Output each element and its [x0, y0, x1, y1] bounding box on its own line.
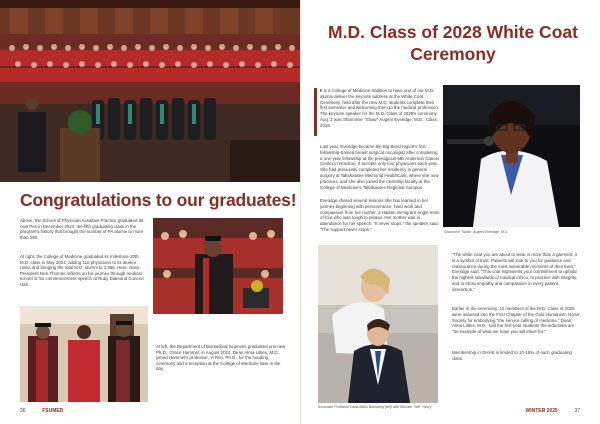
intro-accent-bar [314, 88, 317, 136]
intro-paragraph [320, 88, 440, 129]
white-coat-title: M.D. Class of 2028 White Coat Ceremony [328, 22, 578, 64]
hooding-ceremony-photo [20, 306, 148, 402]
intro-text: t is a College of Medicine tradition to have one of our M.D. alumni deliver the keynote address at the White Coat Ceremony, held after the new M.D. students complete their first semester and welcoming them to the medical profession. The keynote speaker for the M.D. Class of 2028's ceremony Aug. 2 was Sharmmie "Shaw" Augent Everidge, M.D., Class 2016. [320, 88, 440, 128]
issue-season: WINTER 2025 [525, 408, 558, 414]
drop-cap: I [320, 88, 322, 93]
pa-graduation-photo [0, 0, 300, 182]
fellowship-paragraph: Last year, Everidge became the Big Bend region's first fellowship-trained breast surgical oncologist after completing a one-year fellowship at the prestigious MD Anderson Cancer Center in Houston. It accepts only four physicians each year. She had previously completed her residency in general surgery at Tallahassee Memorial HealthCare, where she now practices, and she also joined the clerkship faculty at the College of Medicine's Tallahassee Regional Campus. [320, 144, 440, 190]
keynote-speaker-photo [443, 85, 580, 227]
phd-graduation-text: At left, the Department of Biomedical Sciences graduated one new Ph.D., Grace Hammel, in August 2024. Dean Alma Littles, M.D., joined Hammel's professor, Yi Ren, Ph.D., for the hooding ceremony and a reception at the College of Medicine later in the day. [156, 344, 286, 372]
class-president-photo [153, 218, 283, 314]
right-page-number: 37 [574, 408, 580, 414]
ghhs-induction-paragraph: Earlier in the ceremony, 12 members of the M.D. Class of 2025 were inducted into the FSU Chapter of the Gold Humanism Honor Society for embodying "the service calling of medicine." Dean Alma Littles, M.D., told the first-year students the inductees are "an example of what we hope you will strive for." [452, 306, 580, 335]
lessons-paragraph: Everidge shared several lessons she has learned in her journey beginning with perseverance, hard work and compassion from her mother, a Haitian immigrant single mom of four who was tough to please. Her mother was in attendance for her speech. "It never stops," the speaker said. "The support never stops." [320, 198, 440, 232]
md-graduation-text: At right, the College of Medicine graduated its milestone 20th M.D. class in May 2024, adding 110 physicians to its alumni ranks and bringing the total M.D. alumni to 1,956. Here, class President Nick Thomas reflects on his journey through medical school in his commencement speech at Ruby Diamond Concert Hall. [20, 254, 144, 287]
white-coat-quote: "The white coat you are about to wear is more than a garment; it is a symbol of trust. Patients will look to you for guidance and reassurance during the most vulnerable moments of their lives," Everidge said. "This coat represents your commitment to uphold the highest standards of medical ethics, to practice with integrity, and to show empathy and compassion in every patient interaction." [452, 252, 578, 292]
ghhs-membership-paragraph: Membership in GHHS is limited to 10-15% of each graduating class. [452, 350, 572, 361]
coat-presentation-photo [318, 245, 438, 403]
left-folio [20, 408, 63, 414]
speaker-caption: Sharmmie "Shaw" Augent Everidge, M.D. [444, 230, 509, 234]
bottom-photo-caption: Associate Professor Dana Akiko Bansberg (left) with Michael "Will" Yancy [318, 405, 432, 409]
publication-name: FSUMED [42, 408, 64, 414]
spine-divider [300, 0, 301, 424]
pa-graduation-text: Above, the School of Physician Assistant Practice graduated 58 new PAs in December 2023, the fifth graduating class in the program's history that brought the number of PA alumni to more than 250. [20, 218, 144, 240]
congratulations-headline: Congratulations to our graduates! [20, 190, 297, 210]
left-page-number: 36 [20, 408, 26, 414]
right-folio [526, 408, 580, 414]
